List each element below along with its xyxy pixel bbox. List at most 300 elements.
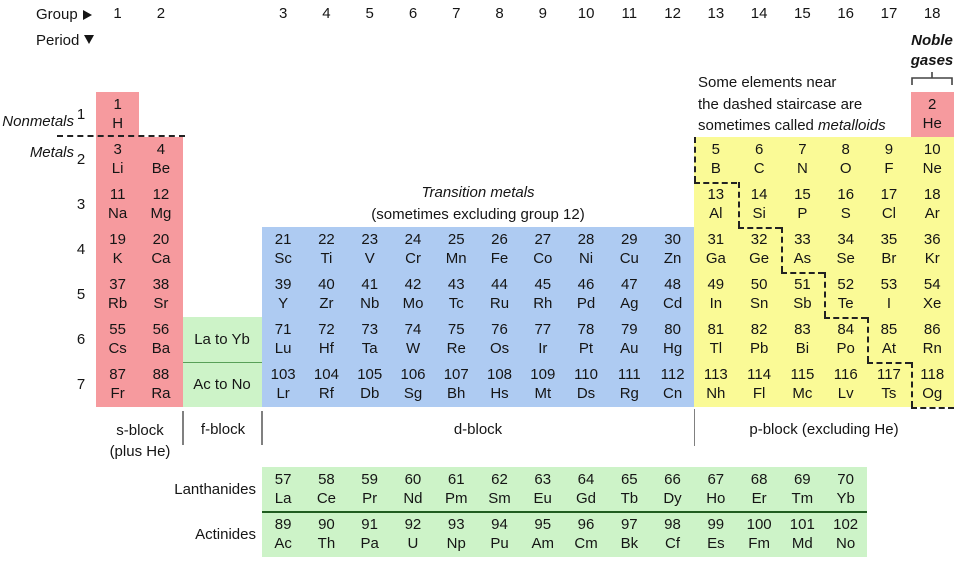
element-number: 85 — [880, 321, 898, 338]
group-number: 1 — [113, 5, 122, 22]
group-number: 4 — [322, 5, 331, 22]
element-cell — [694, 317, 737, 362]
element-cell — [262, 362, 305, 407]
element-symbol: Cs — [108, 340, 127, 357]
element-cell — [521, 317, 564, 362]
element-cell — [738, 317, 781, 362]
element-symbol: Lv — [837, 385, 854, 402]
element-symbol: Rf — [318, 385, 334, 402]
element-number: 45 — [534, 276, 552, 293]
element-number: 106 — [400, 366, 426, 383]
element-cell — [391, 362, 434, 407]
group-number: 2 — [156, 5, 166, 22]
element-number: 30 — [664, 231, 681, 248]
element-symbol: S — [840, 205, 851, 222]
element-cell — [435, 317, 478, 362]
element-number: 78 — [577, 321, 595, 338]
element-number: 46 — [577, 276, 595, 293]
element-symbol: Sg — [403, 385, 423, 402]
element-number: 34 — [837, 231, 855, 248]
element-number: 116 — [833, 366, 858, 383]
element-symbol: Db — [360, 385, 380, 402]
element-symbol: Lu — [274, 340, 292, 357]
element-number: 4 — [156, 141, 166, 158]
la-to-yb-placeholder: La to Yb — [194, 331, 250, 348]
element-number: 77 — [534, 321, 552, 338]
element-number: 95 — [534, 515, 552, 533]
element-symbol: N — [797, 160, 808, 177]
element-cell — [348, 467, 391, 512]
period-number: 2 — [76, 151, 86, 168]
element-symbol: Mn — [445, 250, 467, 267]
staircase-dash-vertical — [738, 182, 740, 227]
element-symbol: Cf — [665, 534, 681, 552]
element-number: 65 — [620, 470, 638, 488]
group-number: 17 — [880, 5, 898, 22]
element-number: 48 — [664, 276, 681, 293]
element-number: 87 — [109, 366, 126, 383]
element-cell — [391, 512, 434, 557]
element-number: 54 — [923, 276, 941, 293]
element-number: 72 — [318, 321, 335, 338]
element-number: 25 — [447, 231, 465, 248]
element-cell — [608, 317, 651, 362]
element-symbol: Ti — [320, 250, 333, 267]
element-symbol: C — [753, 160, 765, 177]
element-cell — [867, 272, 910, 317]
element-symbol: Br — [881, 250, 897, 267]
element-symbol: Tc — [448, 295, 464, 312]
element-number: 29 — [620, 231, 638, 248]
element-symbol: At — [881, 340, 897, 357]
element-number: 91 — [361, 515, 378, 533]
element-number: 55 — [109, 321, 126, 338]
element-number: 26 — [491, 231, 508, 248]
element-cell — [478, 227, 521, 272]
element-cell — [139, 227, 182, 272]
element-cell — [781, 512, 824, 557]
element-cell — [824, 272, 867, 317]
element-symbol: Fr — [110, 385, 125, 402]
element-cell — [824, 467, 867, 512]
element-cell — [521, 362, 564, 407]
element-cell — [824, 362, 867, 407]
element-cell — [651, 272, 694, 317]
element-cell — [96, 362, 139, 407]
staircase-dash-horizontal — [911, 407, 954, 409]
group-number: 13 — [707, 5, 725, 22]
element-symbol: Yb — [836, 489, 855, 507]
group-number: 16 — [837, 5, 855, 22]
element-cell — [911, 227, 954, 272]
element-number: 58 — [318, 470, 335, 488]
period-label-text: Period — [36, 32, 80, 49]
element-number: 21 — [274, 231, 292, 248]
element-symbol: Tm — [791, 489, 814, 507]
element-symbol: Li — [111, 160, 124, 177]
element-cell — [96, 92, 139, 137]
element-symbol: Ce — [316, 489, 337, 507]
staircase-dash-horizontal — [867, 362, 910, 364]
element-number: 67 — [707, 470, 725, 488]
element-cell — [608, 467, 651, 512]
element-cell — [867, 227, 910, 272]
element-cell — [867, 137, 910, 182]
element-symbol: Kr — [924, 250, 940, 267]
element-symbol: Bi — [795, 340, 810, 357]
transition-metals-line2: (sometimes excluding group 12) — [371, 206, 585, 223]
element-cell — [781, 182, 824, 227]
element-cell — [694, 227, 737, 272]
element-number: 94 — [491, 515, 508, 533]
element-number: 117 — [876, 366, 901, 383]
element-cell — [781, 227, 824, 272]
element-symbol: Na — [108, 205, 128, 222]
element-symbol: Ne — [922, 160, 942, 177]
element-number: 32 — [750, 231, 768, 248]
element-symbol: Si — [752, 205, 766, 222]
element-number: 105 — [357, 366, 383, 383]
element-cell — [738, 512, 781, 557]
element-symbol: Pb — [749, 340, 769, 357]
element-number: 33 — [794, 231, 811, 248]
element-symbol: Cn — [663, 385, 683, 402]
element-number: 10 — [923, 141, 941, 158]
element-cell — [694, 512, 737, 557]
element-number: 44 — [491, 276, 508, 293]
element-symbol: Pm — [444, 489, 468, 507]
element-number: 20 — [152, 231, 170, 248]
element-cell — [435, 227, 478, 272]
element-cell — [738, 272, 781, 317]
element-number: 112 — [660, 366, 685, 383]
element-number: 11 — [109, 186, 126, 203]
element-number: 7 — [798, 141, 807, 158]
element-number: 99 — [707, 515, 725, 533]
element-symbol: Co — [533, 250, 553, 267]
element-symbol: Te — [837, 295, 854, 312]
element-symbol: O — [839, 160, 852, 177]
element-symbol: Nb — [360, 295, 380, 312]
nonmetals-label: Nonmetals — [2, 113, 74, 130]
element-number: 14 — [750, 186, 768, 203]
element-number: 66 — [664, 470, 681, 488]
element-symbol: V — [364, 250, 375, 267]
element-number: 24 — [404, 231, 422, 248]
element-cell — [305, 272, 348, 317]
element-number: 68 — [750, 470, 768, 488]
element-number: 9 — [884, 141, 894, 158]
element-number: 52 — [837, 276, 855, 293]
element-symbol: K — [112, 250, 123, 267]
element-cell — [867, 317, 910, 362]
period-number: 3 — [76, 196, 86, 213]
staircase-dash-horizontal — [781, 272, 824, 274]
element-symbol: Cl — [881, 205, 897, 222]
element-number: 51 — [794, 276, 811, 293]
element-number: 103 — [270, 366, 296, 383]
element-cell — [348, 227, 391, 272]
element-number: 5 — [711, 141, 720, 158]
ac-to-no-placeholder: Ac to No — [193, 376, 251, 393]
element-cell — [305, 227, 348, 272]
transition-metals-note — [348, 182, 608, 226]
block-divider-tick-fd — [261, 411, 263, 445]
element-number: 53 — [880, 276, 898, 293]
element-number: 81 — [707, 321, 725, 338]
period-label — [36, 31, 94, 50]
element-cell — [391, 467, 434, 512]
element-number: 41 — [361, 276, 379, 293]
element-cell — [781, 317, 824, 362]
element-symbol: F — [884, 160, 894, 177]
element-symbol: Se — [836, 250, 855, 267]
period-number: 4 — [76, 241, 86, 258]
element-cell — [391, 272, 434, 317]
element-symbol: Al — [709, 205, 723, 222]
element-symbol: B — [710, 160, 721, 177]
element-number: 13 — [707, 186, 725, 203]
element-symbol: Er — [751, 489, 767, 507]
period-arrow-icon — [84, 35, 94, 44]
element-symbol: Hs — [490, 385, 509, 402]
element-number: 96 — [577, 515, 595, 533]
element-symbol: Ir — [538, 340, 548, 357]
element-cell — [608, 362, 651, 407]
element-number: 110 — [574, 366, 598, 383]
element-symbol: Mt — [534, 385, 552, 402]
element-number: 75 — [447, 321, 465, 338]
element-cell — [781, 272, 824, 317]
element-symbol: Bk — [620, 534, 639, 552]
element-number: 115 — [790, 366, 815, 383]
element-cell — [521, 272, 564, 317]
element-cell — [96, 317, 139, 362]
element-number: 59 — [361, 470, 378, 488]
element-cell — [824, 512, 867, 557]
element-symbol: Hf — [318, 340, 334, 357]
element-symbol: Au — [620, 340, 639, 357]
element-symbol: Fe — [490, 250, 509, 267]
element-number: 73 — [361, 321, 379, 338]
element-cell — [651, 512, 694, 557]
element-cell — [305, 467, 348, 512]
element-cell — [96, 137, 139, 182]
element-number: 92 — [404, 515, 422, 533]
element-cell — [564, 227, 607, 272]
actinides-label: Actinides — [195, 526, 256, 543]
element-symbol: P — [797, 205, 808, 222]
element-symbol: Rn — [922, 340, 942, 357]
period-number: 7 — [76, 376, 86, 393]
element-symbol: Sn — [749, 295, 769, 312]
element-number: 86 — [923, 321, 941, 338]
element-number: 17 — [880, 186, 898, 203]
element-symbol: Sr — [153, 295, 169, 312]
element-symbol: Ra — [151, 385, 171, 402]
element-number: 1 — [113, 96, 122, 113]
staircase-dash-vertical — [911, 362, 913, 407]
s-block-label: s-block (plus He) — [109, 422, 171, 460]
element-number: 88 — [152, 366, 170, 383]
element-cell — [867, 362, 910, 407]
element-cell — [478, 512, 521, 557]
element-number: 37 — [109, 276, 126, 293]
p-block-label: p-block (excluding He) — [749, 421, 899, 438]
element-cell — [608, 272, 651, 317]
element-number: 31 — [707, 231, 725, 248]
element-symbol: Os — [489, 340, 510, 357]
element-number: 109 — [530, 366, 556, 383]
element-symbol: Ts — [881, 385, 897, 402]
element-cell — [564, 317, 607, 362]
element-cell — [348, 272, 391, 317]
element-cell — [139, 137, 182, 182]
element-number: 8 — [841, 141, 850, 158]
group-number: 11 — [621, 5, 638, 22]
element-number: 39 — [274, 276, 292, 293]
element-number: 40 — [318, 276, 335, 293]
element-cell — [435, 362, 478, 407]
element-number: 42 — [404, 276, 422, 293]
element-symbol: Rg — [619, 385, 639, 402]
element-cell — [651, 317, 694, 362]
element-cell — [651, 227, 694, 272]
element-symbol: Md — [791, 534, 813, 552]
element-symbol: Tb — [620, 489, 639, 507]
element-number: 23 — [361, 231, 379, 248]
element-symbol: Ca — [151, 250, 171, 267]
element-number: 27 — [534, 231, 552, 248]
element-cell — [911, 317, 954, 362]
element-symbol: Ge — [749, 250, 770, 267]
period-number: 6 — [76, 331, 86, 348]
element-number: 43 — [447, 276, 465, 293]
element-symbol: No — [836, 534, 856, 552]
element-cell — [911, 272, 954, 317]
element-cell — [391, 317, 434, 362]
element-number: 93 — [447, 515, 465, 533]
element-cell — [564, 362, 607, 407]
element-symbol: Pa — [360, 534, 379, 552]
metals-label: Metals — [29, 144, 74, 161]
element-cell — [478, 272, 521, 317]
metalloids-note-line3: sometimes called metalloids — [698, 117, 886, 134]
element-symbol: H — [112, 115, 124, 132]
staircase-dash-vertical — [781, 227, 783, 272]
element-number: 71 — [274, 321, 292, 338]
element-symbol: Ds — [576, 385, 596, 402]
element-cell — [694, 272, 737, 317]
element-cell — [781, 467, 824, 512]
element-cell — [478, 467, 521, 512]
element-number: 2 — [928, 96, 937, 113]
element-symbol: Dy — [663, 489, 682, 507]
group-number: 10 — [577, 5, 595, 22]
element-cell — [564, 272, 607, 317]
element-cell — [96, 227, 139, 272]
element-symbol: As — [793, 250, 812, 267]
element-cell — [139, 182, 182, 227]
element-cell — [911, 92, 954, 137]
group-number: 18 — [923, 5, 941, 22]
element-number: 118 — [920, 366, 945, 383]
element-number: 15 — [794, 186, 811, 203]
element-cell — [738, 227, 781, 272]
element-number: 57 — [274, 470, 292, 488]
element-number: 113 — [703, 366, 728, 383]
element-number: 107 — [443, 366, 469, 383]
group-number: 5 — [365, 5, 374, 22]
element-symbol: Hg — [663, 340, 683, 357]
element-number: 12 — [152, 186, 170, 203]
element-cell — [139, 317, 182, 362]
element-symbol: I — [886, 295, 892, 312]
noble-gases-label — [898, 31, 960, 71]
element-number: 63 — [534, 470, 552, 488]
staircase-dash-horizontal — [824, 317, 867, 319]
element-cell — [348, 317, 391, 362]
element-number: 76 — [491, 321, 508, 338]
element-cell — [262, 227, 305, 272]
element-cell — [521, 227, 564, 272]
element-symbol: Pd — [576, 295, 596, 312]
element-cell — [608, 512, 651, 557]
element-cell — [738, 362, 781, 407]
element-cell — [139, 362, 182, 407]
element-symbol: Ru — [489, 295, 510, 312]
element-number: 69 — [793, 470, 811, 488]
element-symbol: Sc — [274, 250, 292, 267]
element-cell — [478, 317, 521, 362]
element-number: 111 — [617, 366, 641, 383]
element-symbol: Rb — [108, 295, 128, 312]
group-number: 9 — [538, 5, 547, 22]
element-symbol: Mc — [792, 385, 813, 402]
noble-gases-bracket-icon — [910, 70, 954, 86]
element-cell — [564, 512, 607, 557]
d-block-label: d-block — [453, 421, 503, 438]
element-symbol: Bh — [447, 385, 466, 402]
element-cell — [694, 467, 737, 512]
element-symbol: Mg — [150, 205, 172, 222]
element-symbol: Pt — [578, 340, 594, 357]
element-symbol: Nh — [706, 385, 726, 402]
element-symbol: Th — [317, 534, 336, 552]
staircase-dash-horizontal — [738, 227, 781, 229]
element-number: 36 — [923, 231, 941, 248]
element-cell — [564, 467, 607, 512]
element-number: 104 — [313, 366, 339, 383]
element-number: 50 — [750, 276, 768, 293]
element-cell — [738, 467, 781, 512]
element-number: 108 — [487, 366, 513, 383]
element-cell — [305, 512, 348, 557]
element-symbol: Rh — [533, 295, 553, 312]
element-number: 80 — [664, 321, 681, 338]
element-cell — [435, 467, 478, 512]
element-cell — [911, 182, 954, 227]
element-number: 47 — [620, 276, 638, 293]
element-symbol: Ni — [578, 250, 594, 267]
element-number: 79 — [620, 321, 638, 338]
group-number: 14 — [750, 5, 768, 22]
element-number: 98 — [664, 515, 681, 533]
element-cell — [651, 467, 694, 512]
element-symbol: Fl — [752, 385, 766, 402]
element-cell — [96, 272, 139, 317]
element-number: 49 — [707, 276, 725, 293]
